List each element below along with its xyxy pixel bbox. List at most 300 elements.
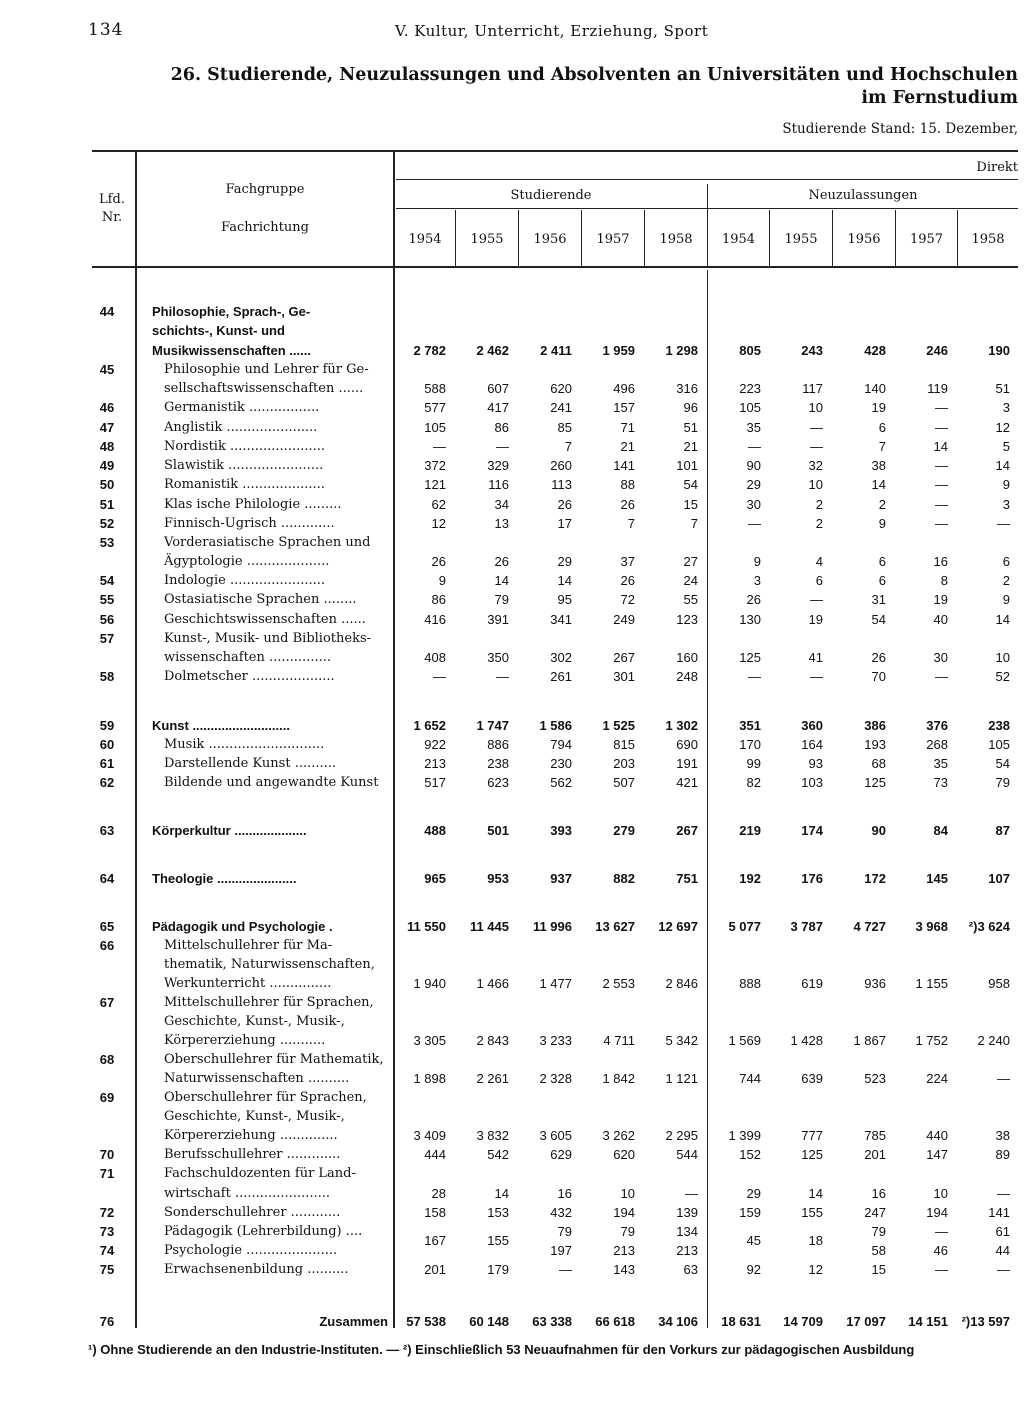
cell-value: 794 [550, 737, 572, 752]
row-number: 71 [99, 1166, 115, 1181]
row-label: thematik, Naturwissenschaften, [164, 957, 375, 972]
cell-value: 147 [926, 1147, 948, 1162]
cell-value: ²)3 624 [968, 919, 1010, 934]
row-number: 61 [99, 756, 115, 771]
cell-value: 886 [487, 737, 509, 752]
cell-value: 351 [739, 718, 761, 733]
cell-value: 607 [487, 381, 509, 396]
cell-value: 63 [683, 1262, 698, 1277]
cell-value: 5 077 [728, 919, 761, 934]
cell-value: 243 [801, 343, 823, 358]
cell-value: — [935, 1262, 948, 1277]
cell-value: — [935, 497, 948, 512]
cell-value: 71 [620, 420, 635, 435]
row-label: Nordistik ....................... [164, 439, 326, 454]
cell-value: 301 [613, 669, 635, 684]
cell-value: 3 787 [790, 919, 823, 934]
table-row [0, 737, 1024, 756]
cell-value: 341 [550, 612, 572, 627]
cell-value: 85 [557, 420, 572, 435]
cell-value: 44 [995, 1243, 1010, 1258]
row-label: Klas ische Philologie ......... [164, 497, 342, 512]
cell-value: — [935, 400, 948, 415]
row-label: Pädagogik und Psychologie . [152, 919, 333, 934]
cell-value: 125 [739, 650, 761, 665]
table-row [0, 650, 1024, 669]
cell-value: 10 [808, 477, 823, 492]
cell-value: 2 261 [476, 1071, 509, 1086]
nr-label: Nr. [101, 210, 123, 225]
cell-value: 79 [620, 1224, 635, 1239]
table-row [0, 1262, 1024, 1281]
cell-value: 260 [550, 458, 572, 473]
cell-value: 105 [739, 400, 761, 415]
cell-value: 51 [995, 381, 1010, 396]
cell-value: 140 [864, 381, 886, 396]
cell-value: 2 [1002, 573, 1010, 588]
row-label: Naturwissenschaften .......... [164, 1071, 350, 1086]
cell-value: 213 [676, 1243, 698, 1258]
row-label: Musik ............................ [164, 737, 325, 752]
cell-value: 26 [746, 592, 761, 607]
cell-value: 117 [802, 381, 823, 396]
row-label: Ostasiatische Sprachen ........ [164, 592, 357, 607]
cell-value: 2 [815, 516, 823, 531]
row-number: 66 [99, 938, 115, 953]
cell-value: 12 697 [658, 919, 698, 934]
table-row [0, 669, 1024, 688]
table-row [0, 1205, 1024, 1224]
cell-value: 3 832 [476, 1128, 509, 1143]
cell-value: 9 [438, 573, 446, 588]
cell-value: 316 [676, 381, 698, 396]
fachgruppe-label: Fachgruppe [225, 182, 305, 197]
cell-value: 1 898 [413, 1071, 446, 1086]
table-row [0, 400, 1024, 419]
year-header: 1955 [470, 232, 504, 247]
row-label: Romanistik .................... [164, 477, 325, 492]
cell-value: 3 968 [915, 919, 948, 934]
cell-value: 3 305 [413, 1033, 446, 1048]
stand-note: Studierende Stand: 15. Dezember, [782, 121, 1018, 137]
table-row [0, 343, 1024, 362]
cell-value: 517 [424, 775, 446, 790]
cell-value: 10 [995, 650, 1010, 665]
cell-value: 26 [620, 497, 635, 512]
cell-value: 3 233 [539, 1033, 572, 1048]
cell-value: 38 [871, 458, 886, 473]
cell-value: 213 [424, 756, 446, 771]
row-label: Psychologie ...................... [164, 1243, 338, 1258]
fachrichtung-label: Fachrichtung [221, 220, 309, 235]
row-number: 49 [99, 458, 115, 473]
row-label: Ägyptologie .................... [164, 554, 330, 569]
cell-value: 21 [620, 439, 635, 454]
cell-value: 14 151 [908, 1314, 948, 1329]
table-row [0, 612, 1024, 631]
cell-value: 620 [613, 1147, 635, 1162]
cell-value: 1 466 [476, 976, 509, 991]
cell-value: 193 [864, 737, 886, 752]
cell-value: 219 [739, 823, 761, 838]
row-label: schichts-, Kunst- und [152, 323, 285, 338]
year-header: 1955 [784, 232, 818, 247]
cell-value: 203 [613, 756, 635, 771]
cell-value: 28 [431, 1186, 446, 1201]
cell-value: 16 [871, 1186, 886, 1201]
cell-value: 14 [494, 573, 509, 588]
cell-value: 619 [801, 976, 823, 991]
cell-value: 30 [746, 497, 761, 512]
cell-value: — [559, 1262, 572, 1277]
table-row [0, 718, 1024, 737]
year-header: 1954 [721, 232, 756, 247]
cell-value: 1 525 [602, 718, 635, 733]
cell-value: — [433, 669, 446, 684]
cell-value: — [685, 1186, 698, 1201]
cell-value: 190 [988, 343, 1010, 358]
cell-value: 66 618 [595, 1314, 635, 1329]
row-label: Oberschullehrer für Mathematik, [164, 1052, 384, 1067]
cell-value: 12 [995, 420, 1010, 435]
cell-value: — [496, 669, 509, 684]
table-row [0, 497, 1024, 516]
cell-value: 54 [683, 477, 698, 492]
cell-value: 2 295 [665, 1128, 698, 1143]
table-row [0, 323, 1024, 342]
cell-value: 40 [933, 612, 948, 627]
cell-value: 159 [739, 1205, 761, 1220]
cell-value: 588 [424, 381, 446, 396]
cell-value: 79 [995, 775, 1010, 790]
cell-value: 3 [1002, 400, 1010, 415]
table-row [0, 477, 1024, 496]
cell-value: 1 428 [790, 1033, 823, 1048]
cell-value: 937 [550, 871, 572, 886]
table-row [0, 1014, 1024, 1033]
cell-value: 73 [933, 775, 948, 790]
top-rule [92, 150, 1018, 152]
cell-value: 13 627 [595, 919, 635, 934]
cell-value: 6 [878, 420, 886, 435]
cell-value: 249 [613, 612, 635, 627]
cell-value: — [935, 420, 948, 435]
table-row [0, 420, 1024, 439]
table-row [0, 1071, 1024, 1090]
row-label: Kunst-, Musik- und Bibliotheks- [164, 631, 372, 646]
cell-value: 751 [676, 871, 698, 886]
cell-value: 24 [683, 573, 698, 588]
cell-value: 507 [613, 775, 635, 790]
cell-value: 99 [746, 756, 761, 771]
row-label: wissenschaften ............... [164, 650, 331, 665]
cell-value: 9 [1002, 592, 1010, 607]
row-number: 73 [99, 1224, 115, 1239]
cell-value: 191 [676, 756, 698, 771]
year-header: 1958 [659, 232, 693, 247]
row-label: wirtschaft ....................... [164, 1186, 331, 1201]
cell-value: 61 [995, 1224, 1010, 1239]
cell-value: 157 [613, 400, 635, 415]
table-row [0, 938, 1024, 957]
cell-value: 238 [988, 718, 1010, 733]
cell-value: 279 [613, 823, 635, 838]
cell-value: 158 [424, 1205, 446, 1220]
running-head: V. Kultur, Unterricht, Erziehung, Sport [395, 22, 709, 40]
cell-value: 79 [494, 592, 509, 607]
row-number: 57 [99, 631, 115, 646]
cell-value: — [748, 439, 761, 454]
cell-value: 105 [424, 420, 446, 435]
cell-value: — [935, 516, 948, 531]
row-label: Körpererziehung .............. [164, 1128, 338, 1143]
row-number: 69 [99, 1090, 115, 1105]
row-number: 50 [99, 477, 115, 492]
cell-value: 201 [424, 1262, 446, 1277]
table-title [171, 64, 1018, 110]
cell-value: 125 [864, 775, 886, 790]
cell-value: 744 [739, 1071, 761, 1086]
studierende-label: Studierende [510, 188, 592, 203]
cell-value: 1 940 [413, 976, 446, 991]
cell-value: 54 [871, 612, 886, 627]
cell-value: 329 [487, 458, 509, 473]
cell-value: 241 [550, 400, 572, 415]
cell-value: 141 [613, 458, 635, 473]
row-label: Philosophie und Lehrer für Ge- [164, 362, 369, 377]
cell-value: 89 [995, 1147, 1010, 1162]
head-bottom-rule [92, 266, 1018, 268]
table-row [0, 458, 1024, 477]
cell-value: — [433, 439, 446, 454]
cell-value: — [935, 1224, 948, 1239]
cell-value: 35 [933, 756, 948, 771]
table-row [0, 1147, 1024, 1166]
cell-value: 145 [926, 871, 948, 886]
cell-value: 1 959 [602, 343, 635, 358]
row-number: 44 [99, 304, 115, 319]
cell-value: 54 [995, 756, 1010, 771]
cell-value: 86 [431, 592, 446, 607]
row-number: 76 [99, 1314, 115, 1329]
cell-value: 1 747 [476, 718, 509, 733]
cell-value: 32 [808, 458, 823, 473]
cell-value: 170 [739, 737, 761, 752]
cell-value: 8 [940, 573, 948, 588]
row-label: Mittelschullehrer für Ma- [164, 938, 333, 953]
cell-value: 2 553 [602, 976, 635, 991]
cell-value: 6 [815, 573, 823, 588]
direkt-rule [396, 179, 1018, 180]
cell-value: 174 [801, 823, 823, 838]
row-number: 46 [99, 400, 115, 415]
cell-value: 7 [564, 439, 572, 454]
cell-value: 21 [683, 439, 698, 454]
lfd-label: Lfd. [99, 192, 125, 207]
cell-value: 38 [995, 1128, 1010, 1143]
row-label: Werkunterricht ............... [164, 976, 332, 991]
year-header: 1956 [533, 232, 567, 247]
cell-value: 19 [933, 592, 948, 607]
cell-value: 953 [487, 871, 509, 886]
cell-value: 10 [933, 1186, 948, 1201]
cell-value: 103 [801, 775, 823, 790]
title-line-2: im Fernstudium [861, 88, 1018, 108]
cell-value: 90 [746, 458, 761, 473]
cell-value: 19 [808, 612, 823, 627]
cell-value: 95 [557, 592, 572, 607]
cell-value: 1 399 [728, 1128, 761, 1143]
cell-value: 2 462 [476, 343, 509, 358]
table-row [0, 1052, 1024, 1071]
cell-value: 197 [550, 1243, 572, 1258]
cell-value: 2 846 [665, 976, 698, 991]
cell-value: 1 298 [665, 343, 698, 358]
cell-value: 192 [739, 871, 761, 886]
cell-value: 152 [739, 1147, 761, 1162]
table-row [0, 919, 1024, 938]
cell-value: 2 240 [977, 1033, 1010, 1048]
row-label: Oberschullehrer für Sprachen, [164, 1090, 367, 1105]
row-number: 58 [99, 669, 115, 684]
cell-value: 11 445 [469, 919, 509, 934]
cell-value: 444 [424, 1147, 446, 1162]
cell-value: 96 [683, 400, 698, 415]
cell-value: 496 [613, 381, 635, 396]
row-label: Mittelschullehrer für Sprachen, [164, 995, 374, 1010]
cell-value: 194 [613, 1205, 635, 1220]
cell-value: — [810, 592, 823, 607]
cell-value: 1 842 [602, 1071, 635, 1086]
cell-value: 30 [933, 650, 948, 665]
cell-value: 391 [487, 612, 509, 627]
cell-value: 10 [620, 1186, 635, 1201]
cell-value: 57 538 [406, 1314, 446, 1329]
cell-value: — [810, 420, 823, 435]
cell-value: 31 [871, 592, 886, 607]
year-header: 1958 [971, 232, 1005, 247]
cell-value: 130 [739, 612, 761, 627]
cell-value: 9 [878, 516, 886, 531]
table-row [0, 1109, 1024, 1128]
cell-value: 93 [808, 756, 823, 771]
table-row [0, 1314, 1024, 1333]
cell-value: 139 [676, 1205, 698, 1220]
row-label: Finnisch-Ugrisch ............. [164, 516, 335, 531]
cell-value: 501 [487, 823, 509, 838]
cell-value: 155 [801, 1205, 823, 1220]
row-number: 55 [99, 592, 115, 607]
cell-value: 416 [424, 612, 446, 627]
cell-value: 247 [864, 1205, 886, 1220]
cell-value: 3 [1002, 497, 1010, 512]
cell-value: 542 [487, 1147, 509, 1162]
cell-value: 160 [676, 650, 698, 665]
cell-value: 417 [487, 400, 509, 415]
cell-value: 92 [746, 1262, 761, 1277]
cell-value: 17 097 [846, 1314, 886, 1329]
table-row [0, 535, 1024, 554]
row-label: Kunst ........................... [152, 718, 290, 733]
cell-value: 41 [808, 650, 823, 665]
row-label: Germanistik ................. [164, 400, 320, 415]
cell-value: 14 709 [783, 1314, 823, 1329]
table-row [0, 1186, 1024, 1205]
cell-value: 82 [746, 775, 761, 790]
cell-value: 13 [494, 516, 509, 531]
cell-value: 1 121 [665, 1071, 698, 1086]
cell-value: 5 [1002, 439, 1010, 454]
cell-value: 63 338 [532, 1314, 572, 1329]
cell-value: 46 [933, 1243, 948, 1258]
cell-value: 153 [487, 1205, 509, 1220]
cell-value: 125 [801, 1147, 823, 1162]
cell-value: 223 [739, 381, 761, 396]
cell-value: 14 [808, 1186, 823, 1201]
cell-value: 2 [815, 497, 823, 512]
cell-value: — [997, 1262, 1010, 1277]
cell-value: 9 [1002, 477, 1010, 492]
cell-value: 3 605 [539, 1128, 572, 1143]
cell-value: 544 [676, 1147, 698, 1162]
cell-value: 965 [424, 871, 446, 886]
cell-value: 562 [550, 775, 572, 790]
row-number: 67 [99, 995, 115, 1010]
cell-value: 440 [926, 1128, 948, 1143]
row-label: Pädagogik (Lehrerbildung) .... [164, 1224, 363, 1239]
cell-value: 246 [926, 343, 948, 358]
row-label: Philosophie, Sprach-, Ge- [152, 304, 311, 319]
cell-value: 14 [995, 458, 1010, 473]
row-number: 59 [99, 718, 115, 733]
cell-value: 922 [424, 737, 446, 752]
cell-value: 421 [676, 775, 698, 790]
row-number: 70 [99, 1147, 115, 1162]
cell-value: 167 [424, 1233, 446, 1248]
row-label: Geschichtswissenschaften ...... [164, 612, 366, 627]
cell-value: 9 [753, 554, 761, 569]
cell-value: 958 [988, 976, 1010, 991]
row-label: Indologie ....................... [164, 573, 325, 588]
cell-value: 176 [801, 871, 823, 886]
cell-value: 194 [926, 1205, 948, 1220]
cell-value: 62 [431, 497, 446, 512]
cell-value: 123 [676, 612, 698, 627]
row-label: Geschichte, Kunst-, Musik-, [164, 1014, 345, 1029]
cell-value: 629 [550, 1147, 572, 1162]
cell-value: 577 [424, 400, 446, 415]
cell-value: 1 752 [915, 1033, 948, 1048]
table-row [0, 871, 1024, 890]
row-label: Anglistik ...................... [164, 420, 318, 435]
table-row [0, 1090, 1024, 1109]
cell-value: 785 [864, 1128, 886, 1143]
cell-value: — [935, 477, 948, 492]
cell-value: 7 [690, 516, 698, 531]
row-label: Slawistik ....................... [164, 458, 324, 473]
cell-value: 302 [550, 650, 572, 665]
row-label: Darstellende Kunst .......... [164, 756, 337, 771]
cell-value: 79 [557, 1224, 572, 1239]
row-label: Dolmetscher .................... [164, 669, 335, 684]
row-number: 48 [99, 439, 115, 454]
row-number: 63 [99, 823, 115, 838]
cell-value: 372 [424, 458, 446, 473]
row-label: sellschaftswissenschaften ...... [164, 381, 364, 396]
year-header: 1957 [596, 232, 630, 247]
cell-value: 3 262 [602, 1128, 635, 1143]
cell-value: 16 [933, 554, 948, 569]
